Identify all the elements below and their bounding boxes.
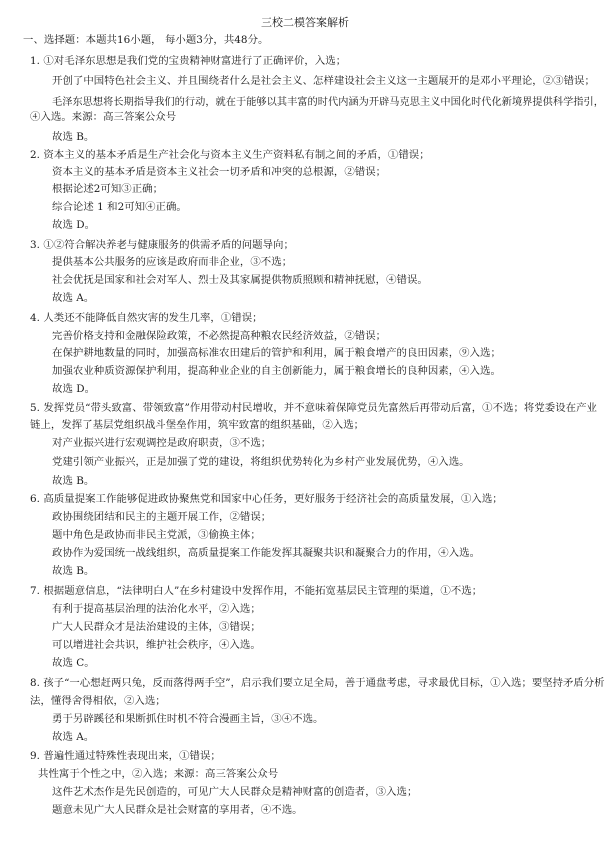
q2-line-2: 资本主义的基本矛盾是资本主义社会一切矛盾和冲突的总根源，②错误； [52, 166, 387, 178]
q1-answer: 故选 B。 [52, 131, 95, 143]
q9-line-4: 题意未见广大人民群众是社会财富的享用者，④不选。 [52, 804, 303, 816]
q6-line-3: 题中角色是政协而非民主党派，③偷换主体； [52, 529, 261, 541]
q3-line-1: 3. ①②符合解决养老与健康服务的供需矛盾的问题导向； [30, 239, 294, 251]
q8-line-2: 法，懂得舍得相依，②入选； [30, 695, 166, 707]
section-heading: 一、选择题：本题共16小题， 每小题3分，共48分。 [23, 34, 269, 46]
q4-line-2: 完善价格支持和金融保险政策，不必然提高种粮农民经济效益，②错误； [52, 330, 387, 342]
q8-line-3: 勇于另辟蹊径和果断抓住时机不符合漫画主旨，③④不选。 [52, 713, 324, 725]
q9-line-1: 9. 普遍性通过特殊性表现出来，①错误； [30, 750, 221, 762]
q4-line-3: 在保护耕地数量的同时，加强高标准农田建后的管护和利用，属于粮食增产的良田因素，⑨入选； [52, 347, 501, 359]
q7-line-1: 7. 根据题意信息，“法律明白人”在乡村建设中发挥作用，不能拓宽基层民主管理的渠道，①不选； [30, 585, 483, 597]
q6-line-2: 政协围绕团结和民主的主题开展工作，②错误； [52, 511, 272, 523]
q5-line-2: 链上，发挥了基层党组织战斗堡垒作用，筑牢致富的组织基础，②入选； [30, 419, 365, 431]
q3-line-2: 提供基本公共服务的应该是政府而非企业，③不选； [52, 256, 293, 268]
q1-line-1: 1. ①对毛泽东思想是我们党的宝贵精神财富进行了正确评价，入选； [30, 55, 347, 67]
q5-line-4: 党建引领产业振兴，正是加强了党的建设，将组织优势转化为乡村产业发展优势，④入选。 [52, 456, 470, 468]
q4-line-4: 加强农业种质资源保护利用，提高种业企业的自主创新能力，属于粮食增长的良种因素，④入选。 [52, 365, 501, 377]
q3-line-3: 社会优抚是国家和社会对军人、烈士及其家属提供物质照顾和精神抚慰，④错误。 [52, 274, 428, 286]
q4-answer: 故选 D。 [52, 383, 96, 395]
q1-line-3: 毛泽东思想将长期指导我们的行动，就在于能够以其丰富的时代内涵为开辟马克思主义中国化时代化新境界提供科学指引， [52, 96, 604, 108]
q7-line-3: 广大人民群众才是法治建设的主体，③错误； [52, 621, 261, 633]
q1-line-2: 开创了中国特色社会主义、并且围绕者什么是社会主义、怎样建设社会主义这一主题展开的是邓小平理论，②③错误； [52, 75, 595, 87]
q7-line-4: 可以增进社会共识，维护社会秩序，④入选。 [52, 639, 261, 651]
q7-answer: 故选 C。 [52, 657, 95, 669]
q5-line-1: 5. 发挥党员“带头致富、带领致富”作用带动村民增收，并不意味着保障党员先富然后再带动后富，①不选；将党委设在产业 [30, 402, 597, 414]
q2-line-3: 根据论述2可知③正确； [52, 183, 164, 195]
q5-answer: 故选 B。 [52, 475, 95, 487]
q1-line-4: ④入选。来源：高三答案公众号 [30, 111, 177, 123]
q9-line-2: 共性寓于个性之中，②入选；来源：高三答案公众号 [38, 768, 279, 780]
q8-line-1: 8. 孩子“一心想赶两只兔，反而落得两手空”，启示我们要立足全局，善于通盘考虑，寻求最优目标，①入选；要坚持矛盾分析 [30, 677, 605, 689]
q6-answer: 故选 B。 [52, 565, 95, 577]
document-title: 三校二模答案解析 [261, 16, 349, 29]
q9-line-3: 这件艺术杰作是先民创造的，可见广大人民群众是精神财富的创造者，③入选； [52, 786, 418, 798]
q5-line-3: 对产业振兴进行宏观调控是政府职责，③不选； [52, 437, 272, 449]
q2-line-1: 2. 资本主义的基本矛盾是生产社会化与资本主义生产资料私有制之间的矛盾，①错误； [30, 149, 430, 161]
q6-line-4: 政协作为爱国统一战线组织，高质量提案工作能发挥其凝聚共识和凝聚合力的作用，④入选。 [52, 547, 481, 559]
q4-line-1: 4. 人类还不能降低自然灾害的发生几率，①错误； [30, 312, 263, 324]
q8-answer: 故选 A。 [52, 731, 95, 743]
q2-answer: 故选 D。 [52, 219, 96, 231]
q7-line-2: 有利于提高基层治理的法治化水平，②入选； [52, 603, 261, 615]
q6-line-1: 6. 高质量提案工作能够促进政协聚焦党和国家中心任务，更好服务于经济社会的高质量发展，①入选； [30, 493, 503, 505]
q2-line-4: 综合论述 1 和2可知④正确。 [52, 201, 187, 213]
q3-answer: 故选 A。 [52, 292, 95, 304]
